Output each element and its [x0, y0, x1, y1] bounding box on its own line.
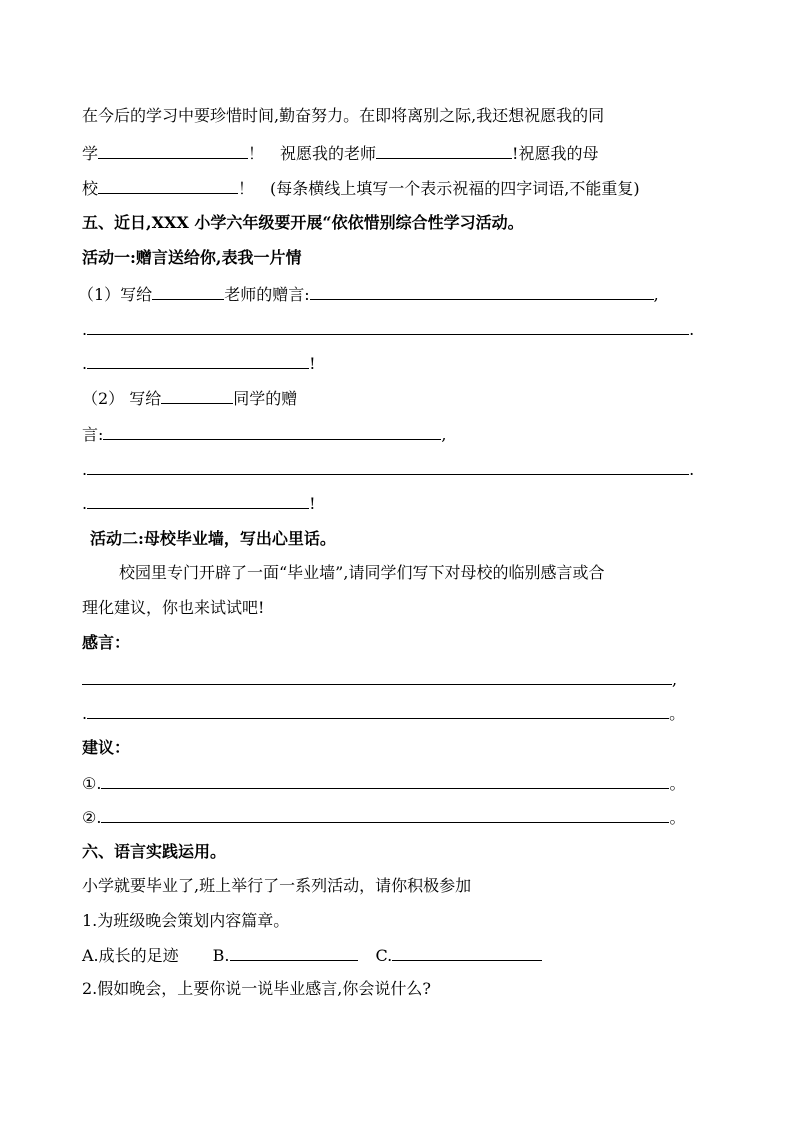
blessing-line-2 — [82, 177, 640, 200]
label: 校 — [82, 179, 99, 198]
ganyan-label: 感言： — [82, 633, 131, 652]
section-title: 五、近日,XXX 小学六年级要开展“依依惜别综合性学习活动。 — [82, 213, 524, 232]
answer-blank[interactable] — [376, 142, 512, 159]
punct: . — [82, 354, 88, 373]
answer-blank[interactable] — [98, 142, 248, 159]
activity-title: 活动二:母校毕业墙，写出心里话。 — [90, 529, 336, 548]
answer-blank[interactable] — [103, 423, 441, 440]
ganyan-line-1 — [82, 668, 677, 691]
punct: 。 — [669, 774, 686, 793]
label: !祝愿我的母 — [512, 144, 599, 163]
punct: . — [689, 460, 695, 479]
answer-blank[interactable] — [87, 318, 689, 335]
label: ②. — [82, 808, 102, 827]
suggestion-1-line — [82, 772, 685, 795]
label: （2） 写给 — [82, 389, 162, 408]
answer-blank[interactable] — [87, 492, 309, 509]
answer-blank[interactable] — [152, 283, 224, 300]
answer-blank[interactable] — [230, 944, 358, 961]
option-c: C. — [375, 946, 393, 965]
answer-blank[interactable] — [82, 668, 672, 685]
answer-blank[interactable] — [392, 944, 542, 961]
punct: . — [689, 320, 695, 339]
item-2-line-3 — [82, 458, 694, 481]
label: 学 — [82, 144, 99, 163]
punct: . — [82, 320, 88, 339]
paragraph-line: 小学就要毕业了,班上举行了一系列活动，请你积极参加 — [82, 876, 472, 895]
jianyi-label: 建议： — [82, 738, 131, 757]
punct: , — [441, 425, 447, 444]
suggestion-2-line — [82, 806, 685, 829]
activity-title: 活动一:赠言送给你,表我一片情 — [82, 248, 302, 267]
label: 老师的赠言: — [224, 285, 310, 304]
blessing-line-1 — [82, 142, 598, 165]
label: 言: — [82, 425, 104, 444]
ganyan-line-2 — [82, 702, 685, 725]
answer-blank[interactable] — [310, 283, 654, 300]
punct: . — [82, 704, 88, 723]
answer-blank[interactable] — [87, 702, 669, 719]
question-1: 1.为班级晚会策划内容篇章。 — [82, 911, 290, 930]
section-title: 六、语言实践运用。 — [82, 842, 227, 861]
punct: , — [672, 670, 678, 689]
item-1-line-3 — [82, 352, 316, 375]
answer-blank[interactable] — [101, 806, 669, 823]
option-a: A.成长的足迹 — [82, 946, 179, 965]
answer-blank[interactable] — [98, 177, 238, 194]
text-line: 在今后的学习中要珍惜时间,勤奋努力。在即将离别之际,我还想祝愿我的同 — [82, 106, 605, 125]
punct: ! — [309, 354, 316, 373]
item-1-line — [78, 283, 659, 306]
label: ！ (每条横线上填写一个表示祝福的四字词语,不能重复) — [238, 179, 640, 198]
punct: ! — [309, 494, 316, 513]
options-line — [82, 944, 542, 967]
paragraph-line: 校园里专门开辟了一面“毕业墙”,请同学们写下对母校的临别感言或合 — [119, 563, 605, 582]
item-2-line — [82, 387, 297, 410]
answer-blank[interactable] — [101, 772, 669, 789]
paragraph-line: 理化建议，你也来试试吧! — [82, 598, 265, 617]
label: 同学的赠 — [233, 389, 298, 408]
label: （1）写给 — [78, 285, 153, 304]
item-2-line-4 — [82, 492, 316, 515]
option-b: B. — [212, 946, 230, 965]
label: ！ 祝愿我的老师 — [248, 144, 377, 163]
item-1-line-2 — [82, 318, 694, 341]
punct: 。 — [669, 704, 686, 723]
punct: . — [82, 494, 88, 513]
answer-blank[interactable] — [87, 352, 309, 369]
punct: 。 — [669, 808, 686, 827]
answer-blank[interactable] — [161, 387, 233, 404]
punct: , — [653, 285, 659, 304]
answer-blank[interactable] — [87, 458, 689, 475]
punct: . — [82, 460, 88, 479]
label: ①. — [82, 774, 102, 793]
question-2: 2.假如晚会，上要你说一说毕业感言,你会说什么? — [82, 979, 431, 998]
item-2-line-2 — [82, 423, 447, 446]
